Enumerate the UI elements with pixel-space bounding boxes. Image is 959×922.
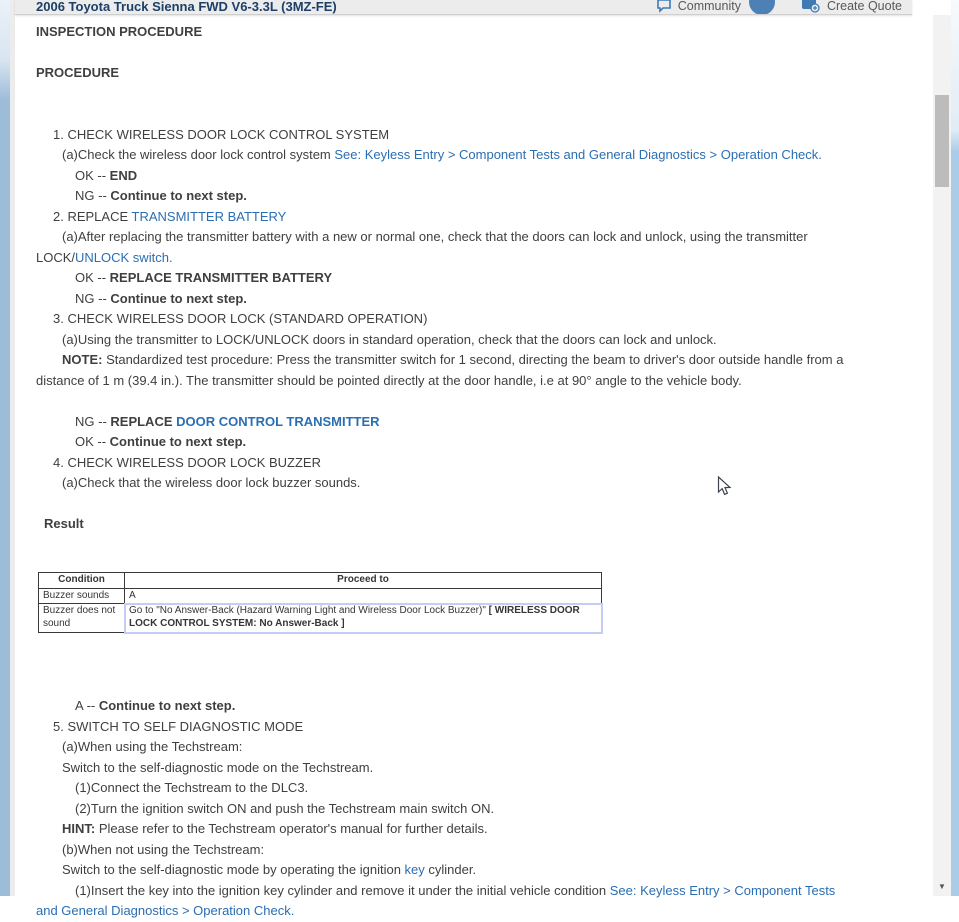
step-5a-substep-2 <box>36 799 927 820</box>
text-segment: LOCK/ <box>36 249 76 265</box>
document-plus-icon <box>801 0 821 15</box>
step-5a-substep-1 <box>36 778 927 799</box>
table-row <box>39 604 602 633</box>
text-segment: distance of 1 m (39.4 in.). The transmitter should be pointed directly at the door handle, i.e at 90° angle to the vehicle body. <box>36 372 742 388</box>
step-1-ng-result <box>36 186 927 207</box>
text-segment: OK -- <box>75 167 110 183</box>
text-segment: Continue to next step. <box>109 434 247 449</box>
toolbar <box>15 0 912 15</box>
text-segment: END <box>109 167 138 183</box>
vehicle-title: 2006 Toyota Truck Sienna FWD V6-3.3L (3MZ-FE) <box>36 0 337 14</box>
step-3-ok-result <box>36 432 927 453</box>
text-segment: [ WIRELESS DOOR LOCK CONTROL SYSTEM: No Answer-Back ] <box>129 605 580 629</box>
text-segment: 5. SWITCH TO SELF DIAGNOSTIC MODE <box>53 718 304 734</box>
chat-bubble-icon <box>656 0 672 15</box>
community-label: Community <box>677 0 741 13</box>
step-5a-text <box>36 737 927 758</box>
text-segment: A <box>129 589 136 601</box>
text-segment: Continue to next step. <box>110 290 247 306</box>
text-segment: INSPECTION PROCEDURE <box>36 24 203 39</box>
text-segment: Result <box>44 516 84 531</box>
community-button[interactable] <box>656 0 741 15</box>
inline-link[interactable]: . <box>168 249 173 265</box>
text-segment: (1)Insert the key into the ignition key cylinder and remove it under the initial vehicle condition <box>75 882 610 898</box>
text-segment: NOTE: <box>62 352 103 367</box>
result-a-action <box>36 696 927 717</box>
result-table-header-row <box>39 572 602 588</box>
step-5-hint <box>36 819 927 840</box>
text-segment: (2)Turn the ignition switch ON and push the Techstream main switch ON. <box>75 800 495 816</box>
text-segment: (a)Check the wireless door lock control system <box>62 147 335 162</box>
step-3a-text <box>36 330 927 351</box>
result-table <box>38 572 602 634</box>
text-segment: (a)When using the Techstream: <box>62 739 243 754</box>
text-segment: REPLACE TRANSMITTER BATTERY <box>109 270 333 285</box>
text-segment: (a)Check that the wireless door lock buzzer sounds. <box>62 475 361 490</box>
text-segment: Switch to the self-diagnostic mode by operating the ignition <box>62 862 405 877</box>
step-2a-text-wrap <box>36 248 927 269</box>
text-segment: 1. CHECK WIRELESS DOOR LOCK CONTROL SYSTEM <box>53 126 390 142</box>
scroll-down-button[interactable]: ▼ <box>938 882 946 891</box>
text-segment: (b)When not using the Techstream: <box>62 841 265 857</box>
text-segment: REPLACE <box>110 413 177 429</box>
text-segment: OK -- <box>75 270 110 285</box>
create-quote-button[interactable] <box>801 0 902 15</box>
text-segment: NG -- <box>75 290 111 306</box>
text-segment: Please refer to the Techstream operator's manual for further details. <box>95 821 488 836</box>
step-5b-substep-1-wrap <box>36 901 927 922</box>
step-5b-substep-1 <box>36 881 927 902</box>
step-1a-text <box>36 145 927 166</box>
result-heading <box>36 514 927 535</box>
step-3-title <box>36 309 927 330</box>
inline-link[interactable]: TRANSMITTER BATTERY <box>131 208 287 224</box>
window-frame-left <box>0 0 10 896</box>
step-3-note <box>36 350 927 371</box>
condition-cell: Buzzer sounds <box>39 588 125 604</box>
step-5b-detail <box>36 860 927 881</box>
text-segment: NG -- <box>75 188 111 203</box>
inline-link[interactable]: DOOR CONTROL TRANSMITTER <box>176 413 380 429</box>
step-4a-text <box>36 473 927 494</box>
text-segment: Go to "No Answer-Back (Hazard Warning Light and Wireless Door Lock Buzzer)" <box>129 605 489 616</box>
scrollbar-thumb[interactable] <box>935 95 949 187</box>
step-2a-text <box>36 227 927 248</box>
text-segment: NG -- <box>75 413 111 429</box>
text-segment: Standardized test procedure: Press the transmitter switch for 1 second, directing the beam to driver's door outside handle from a <box>102 352 844 367</box>
text-segment: 2. REPLACE <box>53 208 132 224</box>
text-segment: 3. CHECK WIRELESS DOOR LOCK (STANDARD OPERATION) <box>53 311 428 326</box>
text-segment: Continue to next step. <box>98 698 236 713</box>
section-heading-inspection <box>36 22 927 43</box>
text-segment: (a)After replacing the transmitter battery with a new or normal one, check that the doors can lock and unlock, using the transmitter <box>62 229 808 244</box>
text-segment: (a)Using the transmitter to LOCK/UNLOCK doors in standard operation, check that the doors can lock and unlock. <box>62 331 717 347</box>
step-2-title <box>36 207 927 228</box>
text-segment: Switch to the self-diagnostic mode on the Techstream. <box>62 759 374 775</box>
proceed-to-column-header: Proceed to <box>125 572 602 588</box>
window-frame-right <box>951 0 959 896</box>
create-quote-label: Create Quote <box>826 0 902 13</box>
step-2-ng-result <box>36 289 927 310</box>
condition-cell: Buzzer does not sound <box>39 604 125 633</box>
vertical-scrollbar[interactable] <box>933 15 951 896</box>
community-count-badge[interactable] <box>749 0 775 15</box>
table-row <box>39 588 602 604</box>
inline-link[interactable]: See: Keyless Entry > Component Tests <box>609 882 836 898</box>
condition-column-header: Condition <box>39 572 125 588</box>
proceed-cell <box>125 588 602 604</box>
text-segment: 4. CHECK WIRELESS DOOR LOCK BUZZER <box>53 454 321 470</box>
step-4-title <box>36 453 927 474</box>
step-1-ok-result <box>36 166 927 187</box>
inline-link[interactable]: and General Diagnostics > Operation Check. <box>36 903 295 918</box>
proceed-cell-highlighted[interactable] <box>125 604 602 633</box>
text-segment: PROCEDURE <box>36 65 120 80</box>
step-5a-detail <box>36 758 927 779</box>
text-segment: cylinder. <box>424 862 477 877</box>
text-segment: OK -- <box>75 434 110 449</box>
step-1-title <box>36 125 927 146</box>
text-segment: A -- <box>75 698 99 713</box>
inline-link[interactable]: See: Keyless Entry > Component Tests and General Diagnostics > Operation Check. <box>334 147 822 162</box>
step-2-ok-result <box>36 268 927 289</box>
section-heading-procedure <box>36 63 927 84</box>
text-segment: (1)Connect the Techstream to the DLC3. <box>75 780 309 795</box>
text-segment: Continue to next step. <box>110 188 247 203</box>
inline-link[interactable]: key <box>404 862 425 877</box>
text-segment: HINT: <box>62 821 96 836</box>
inline-link[interactable]: UNLOCK switch <box>75 249 169 265</box>
step-3-note-wrap <box>36 371 927 392</box>
step-3-ng-result <box>36 412 927 433</box>
procedure-document <box>15 15 933 922</box>
step-5b-text <box>36 840 927 861</box>
mouse-cursor <box>717 476 735 503</box>
step-5-title <box>36 717 927 738</box>
